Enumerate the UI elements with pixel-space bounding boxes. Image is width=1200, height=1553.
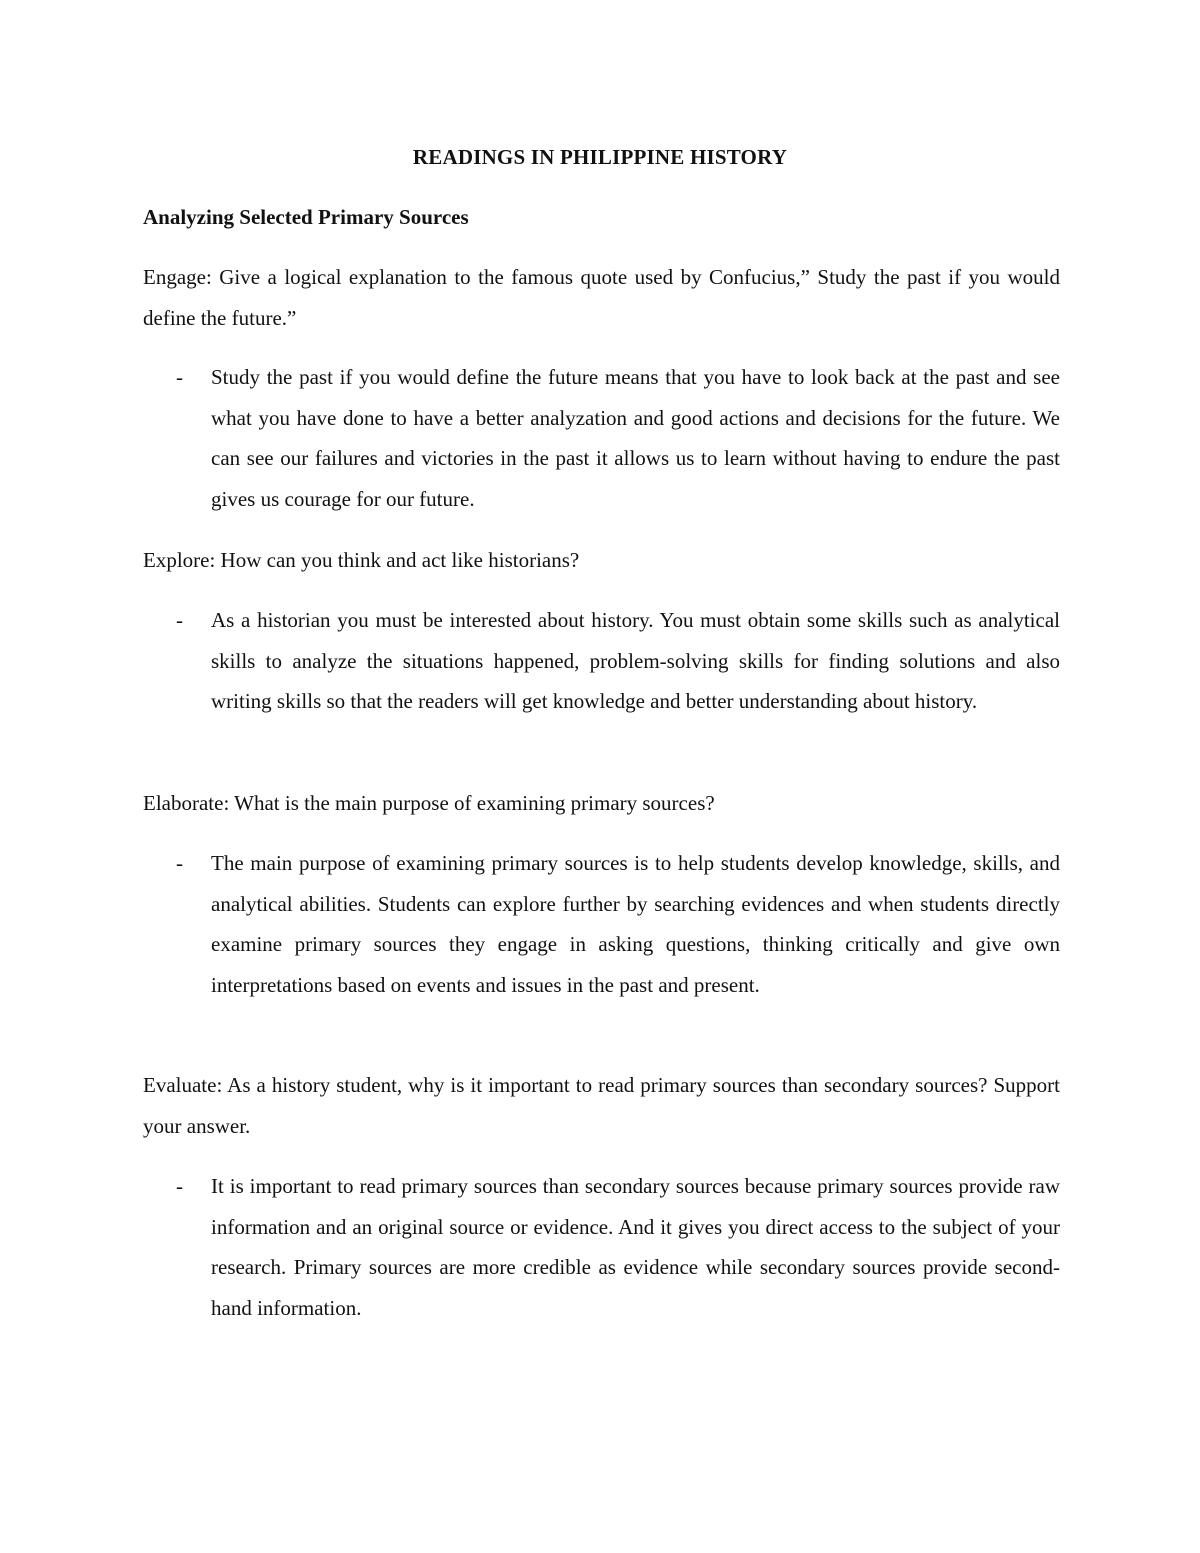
question-engage: Engage: Give a logical explanation to the famous quote used by Confucius,” Study the past if you would define the future.” <box>143 265 1060 330</box>
question-explore: Explore: How can you think and act like historians? <box>143 548 580 572</box>
bullet-dash: - <box>176 608 183 632</box>
answer-evaluate: It is important to read primary sources than secondary sources because primary sources provide raw information and an original source or evidence. And it gives you direct access to the subject of your research. Primary sources are more credible as evidence while secondary sources provide second-hand information. <box>211 1174 1060 1320</box>
bullet-dash: - <box>176 1174 183 1198</box>
document-subtitle: Analyzing Selected Primary Sources <box>143 205 469 229</box>
document-title: READINGS IN PHILIPPINE HISTORY <box>412 145 788 169</box>
bullet-dash: - <box>176 851 183 875</box>
answer-engage: Study the past if you would define the future means that you have to look back at the past and see what you have done to have a better analyzation and good actions and decisions for the future. We can see our failures and victories in the past it allows us to learn without having to endure the past gives us courage for our future. <box>211 365 1060 511</box>
answer-explore: As a historian you must be interested about history. You must obtain some skills such as analytical skills to analyze the situations happened, problem-solving skills for finding solutions and also writing skills so that the readers will get knowledge and better understanding about history. <box>211 608 1060 714</box>
answer-elaborate: The main purpose of examining primary sources is to help students develop knowledge, skills, and analytical abilities. Students can explore further by searching evidences and when students directly examine primary sources they engage in asking questions, thinking critically and give own interpretations based on events and issues in the past and present. <box>211 851 1060 997</box>
bullet-dash: - <box>176 365 183 389</box>
question-evaluate: Evaluate: As a history student, why is it important to read primary sources than secondary sources? Support your answer. <box>143 1073 1060 1138</box>
question-elaborate: Elaborate: What is the main purpose of examining primary sources? <box>143 791 715 815</box>
